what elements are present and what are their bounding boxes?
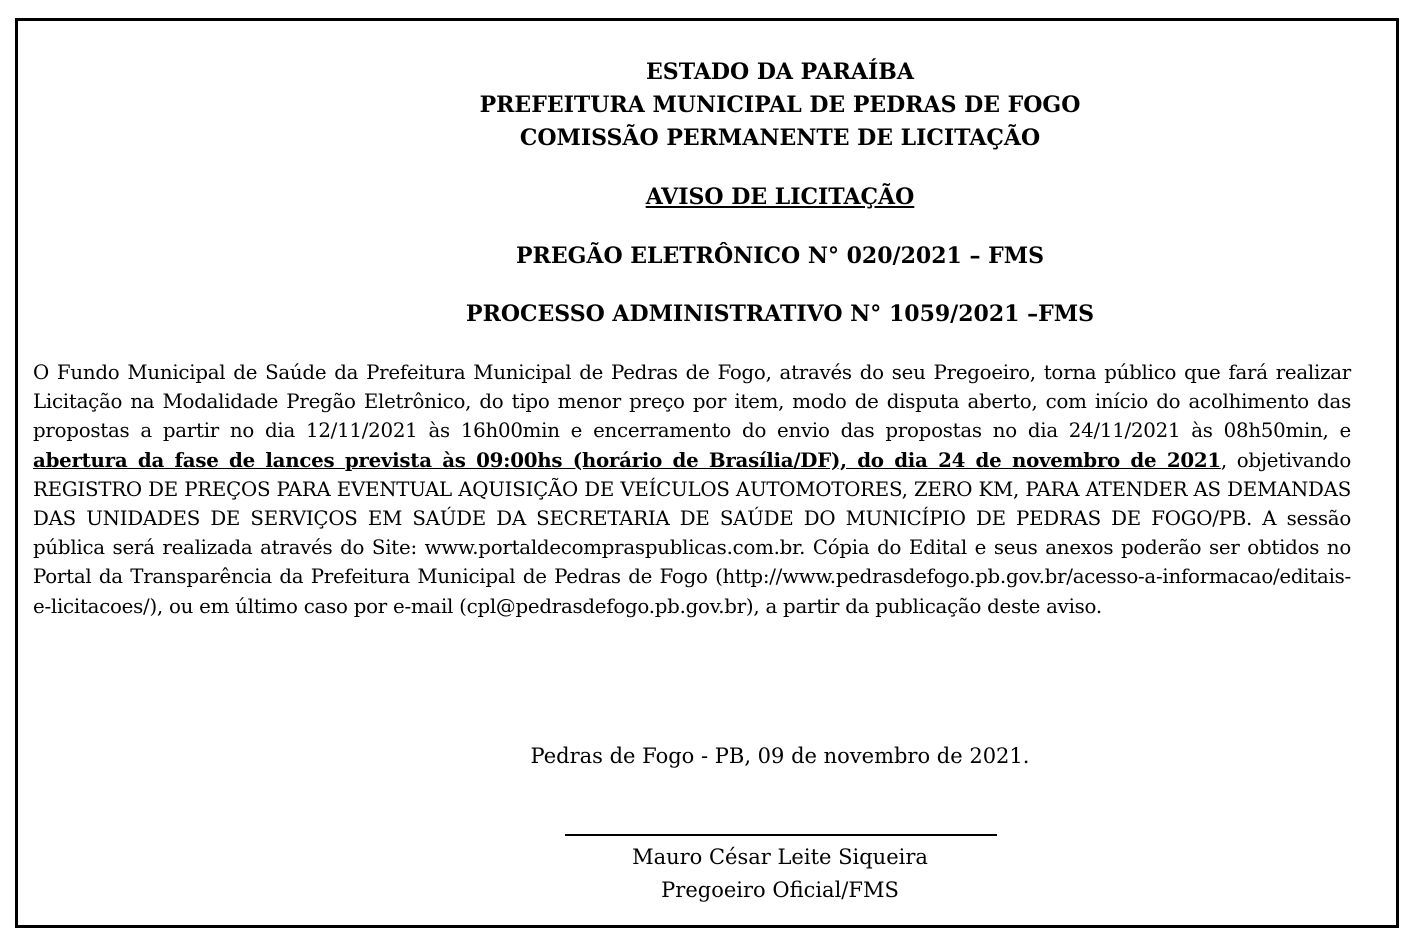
notice-title: AVISO DE LICITAÇÃO <box>645 184 915 210</box>
body-text-part2: , objetivando REGISTRO DE PREÇOS PARA EVENTUAL AQUISIÇÃO DE VEÍCULOS AUTOMOTORES, ZERO KM, PARA ATENDER AS DEMANDAS DAS UNIDADES DE SERVIÇOS EM SAÚDE DA SECRETARIA DE SAÚDE DO MUNICÍPIO DE PEDRAS DE FOGO/PB. A sessão pública será realizada através do Site: www.portaldecompraspublicas.com.br. Cópia do Edital e seus anexos poderão ser obtidos no Portal da Transparência da Prefeitura Municipal de Pedras de Fogo (http://www.pedrasdefogo.pb.gov.br/acesso-a-informacao/editais-e-licitacoes/), ou em último caso por e-mail (cpl@pedrasdefogo.pb.gov.br), a partir da publicação deste aviso. <box>33 448 1351 618</box>
pregao-number: PREGÃO ELETRÔNICO N° 020/2021 – FMS <box>516 243 1044 269</box>
body-text-part1: O Fundo Municipal de Saúde da Prefeitura Municipal de Pedras de Fogo, através do seu Pregoeiro, torna público que fará realizar Licitação na Modalidade Pregão Eletrônico, do tipo menor preço por item, modo de disputa aberto, com início do acolhimento das propostas a partir no dia 12/11/2021 às 16h00min e encerramento do envio das propostas no dia 24/11/2021 às 08h50min, e <box>33 361 1351 443</box>
signature-line <box>565 834 997 836</box>
header-state: ESTADO DA PARAÍBA <box>646 59 914 85</box>
signer-role: Pregoeiro Oficial/FMS <box>661 878 899 902</box>
body-highlight: abertura da fase de lances prevista às 09:00hs (horário de Brasília/DF), do dia 24 de novembro de 2021 <box>33 447 1221 472</box>
signer-name: Mauro César Leite Siqueira <box>632 845 928 869</box>
header-city-hall: PREFEITURA MUNICIPAL DE PEDRAS DE FOGO <box>479 92 1081 118</box>
notice-body <box>33 358 1351 621</box>
date-line: Pedras de Fogo - PB, 09 de novembro de 2021. <box>530 744 1030 768</box>
processo-number: PROCESSO ADMINISTRATIVO N° 1059/2021 –FMS <box>466 301 1094 327</box>
header-commission: COMISSÃO PERMANENTE DE LICITAÇÃO <box>519 125 1041 151</box>
